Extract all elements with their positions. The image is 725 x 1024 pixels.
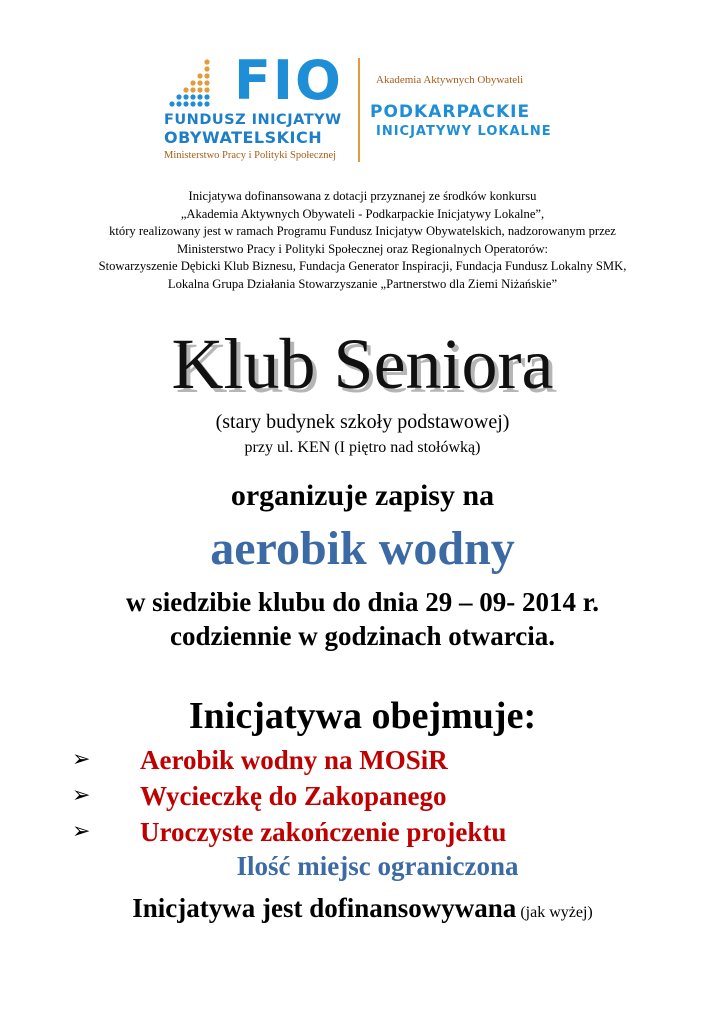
- list-item-text: Aerobik wodny na MOSiR: [140, 745, 448, 775]
- includes-heading: Inicjatywa obejmuje:: [188, 695, 537, 737]
- funding-info-line: Lokalna Grupa Działania Stowarzyszanie „Partnerstwo dla Ziemi Niżańskie”: [167, 276, 558, 291]
- funding-info-line: Inicjatywa dofinansowana z dotacji przyznanej ze środków konkursu: [188, 189, 537, 203]
- fio-logo-line2: OBYWATELSKICH: [164, 128, 323, 147]
- fio-ministry-text: Ministerstwo Pracy i Polityki Społecznej: [164, 150, 337, 161]
- list-item-text: Wycieczkę do Zakopanego: [140, 781, 447, 811]
- aao-logo-text: Akademia Aktywnych Obywateli: [376, 74, 524, 86]
- location-line1: (stary budynek szkoły podstawowej): [215, 411, 510, 433]
- fio-logo-word: FIO: [234, 49, 343, 112]
- cofunded-main-text: Inicjatywa jest dofinansowywana: [132, 893, 517, 923]
- page-title: Klub Seniora: [171, 324, 554, 404]
- deadline-text: w siedzibie klubu do dnia 29 – 09- 2014 r.: [125, 587, 600, 617]
- sponsor-logos: [160, 49, 580, 172]
- fio-logo-line1: FUNDUSZ INICJATYW: [164, 112, 342, 128]
- hours-text: codziennie w godzinach otwarcia.: [170, 621, 555, 651]
- funding-info: [20, 188, 705, 294]
- funding-info-line: który realizowany jest w ramach Programu Fundusz Inicjatyw Obywatelskich, nadzorowanym przez: [109, 224, 616, 239]
- arrowhead-bullet-icon: ➢: [72, 783, 91, 808]
- podkarpackie-logo-line2: INICJATYWY LOKALNE: [376, 124, 552, 139]
- location-line2: przy ul. KEN (I piętro nad stołówką): [244, 439, 481, 456]
- activity-title: aerobik wodny: [210, 522, 515, 575]
- logo-divider: [358, 58, 360, 162]
- cofunded-note-text: (jak wyżej): [520, 904, 593, 921]
- funding-info-line: „Akademia Aktywnych Obywateli - Podkarpackie Inicjatywy Lokalne”,: [180, 206, 545, 221]
- funding-info-line: Ministerstwo Pracy i Polityki Społecznej oraz Regionalnych Operatorów:: [176, 241, 549, 256]
- arrowhead-bullet-icon: ➢: [72, 819, 91, 844]
- funding-info-line: Stowarzyszenie Dębicki Klub Biznesu, Fundacja Generator Inspiracji, Fundacja Fundusz Lokalny SMK,: [98, 259, 627, 274]
- cofunded-line: [0, 888, 725, 933]
- arrowhead-bullet-icon: ➢: [72, 747, 91, 772]
- list-item-text: Uroczyste zakończenie projektu: [140, 817, 507, 847]
- fio-dots-logo-icon: [165, 58, 213, 110]
- organizes-text: organizuje zapisy na: [230, 479, 495, 512]
- podkarpackie-logo-line1: PODKARPACKIE: [370, 102, 531, 122]
- limited-places-text: Ilość miejsc ograniczona: [236, 851, 519, 881]
